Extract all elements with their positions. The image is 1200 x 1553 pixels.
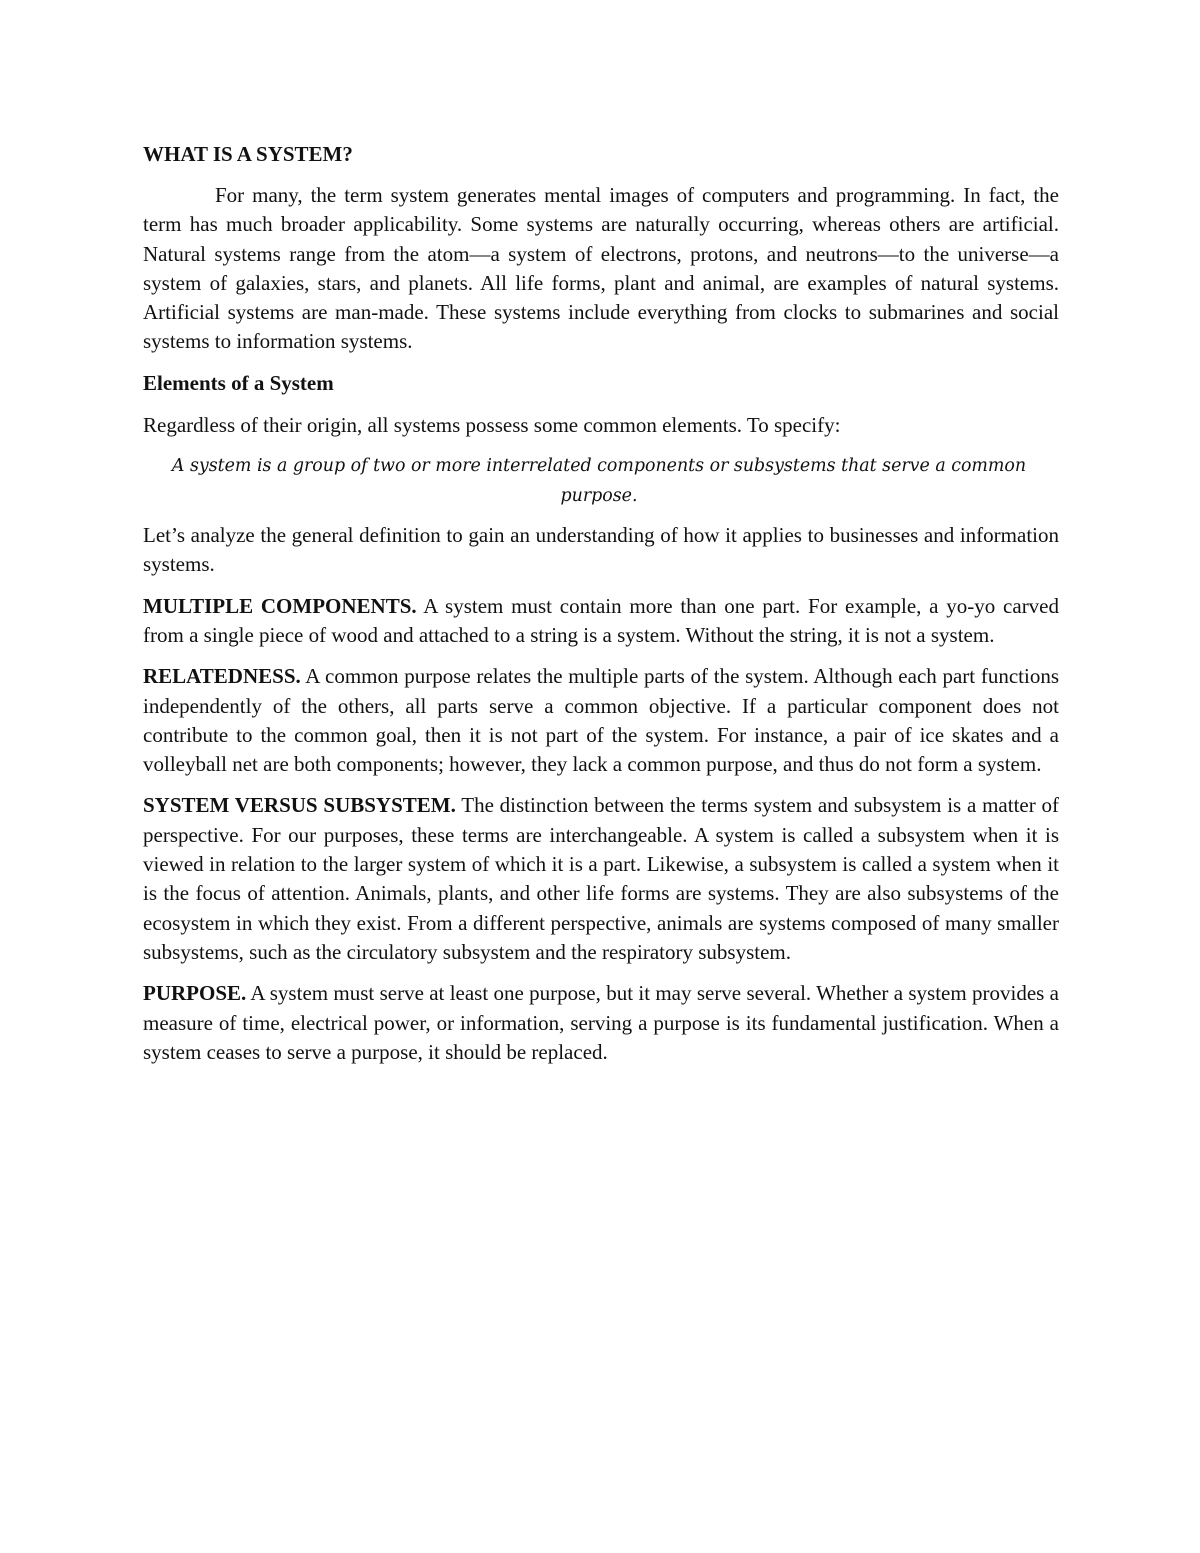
relatedness-heading: RELATEDNESS. bbox=[143, 664, 301, 689]
analysis-paragraph: Let’s analyze the general definition to gain an understanding of how it applies to businesses and information systems. bbox=[143, 523, 1059, 577]
section-intro-paragraph: Regardless of their origin, all systems possess some common elements. To specify: bbox=[143, 412, 841, 437]
purpose-text: A system must serve at least one purpose, but it may serve several. Whether a system provides a measure of time, electrical power, or information, serving a purpose is its fundamental justification. When a system ceases to serve a purpose, it should be replaced. bbox=[143, 981, 1059, 1064]
system-versus-subsystem-heading: SYSTEM VERSUS SUBSYSTEM. bbox=[143, 793, 456, 818]
system-versus-subsystem-paragraph bbox=[143, 791, 1059, 967]
purpose-paragraph bbox=[143, 979, 1059, 1067]
multiple-components-paragraph bbox=[143, 592, 1059, 651]
document-title: WHAT IS A SYSTEM? bbox=[143, 142, 353, 166]
purpose-heading: PURPOSE. bbox=[143, 981, 247, 1006]
relatedness-text: A common purpose relates the multiple parts of the system. Although each part functions independently of the others, all parts serve a common objective. If a particular component does not contribute to the common goal, then it is not part of the system. For instance, a pair of ice skates and a volleyball net are both components; however, they lack a common purpose, and thus do not form a system. bbox=[143, 664, 1059, 777]
section-heading: Elements of a System bbox=[143, 370, 334, 395]
relatedness-paragraph bbox=[143, 662, 1059, 779]
document-page bbox=[143, 140, 1059, 1079]
multiple-components-text: A system must contain more than one part. For example, a yo-yo carved from a single piece of wood and attached to a string is a system. Without the string, it is not a system. bbox=[143, 593, 1060, 647]
system-versus-subsystem-text: The distinction between the terms system and subsystem is a matter of perspective. For our purposes, these terms are interchangeable. A system is called a subsystem when it is viewed in relation to the larger system of which it is a part. Likewise, a subsystem is called a system when it is the focus of attention. Animals, plants, and other life forms are systems. They are also subsystems of the ecosystem in which they exist. From a different perspective, animals are systems composed of many smaller subsystems, such as the circulatory subsystem and the respiratory subsystem. bbox=[143, 793, 1059, 964]
system-definition: A system is a group of two or more interrelated components or subsystems that serve a common purpose. bbox=[171, 456, 1027, 506]
intro-paragraph: For many, the term system generates mental images of computers and programming. In fact, the term has much broader applicability. Some systems are naturally occurring, whereas others are artificial. Natural systems range from the atom—a system of electrons, protons, and neutrons—to the universe—a system of galaxies, stars, and planets. All life forms, plant and animal, are examples of natural systems. Artificial systems are man-made. These systems include everything from clocks to submarines and social systems to information systems. bbox=[143, 183, 1059, 354]
multiple-components-heading: MULTIPLE COMPONENTS. bbox=[143, 593, 417, 618]
